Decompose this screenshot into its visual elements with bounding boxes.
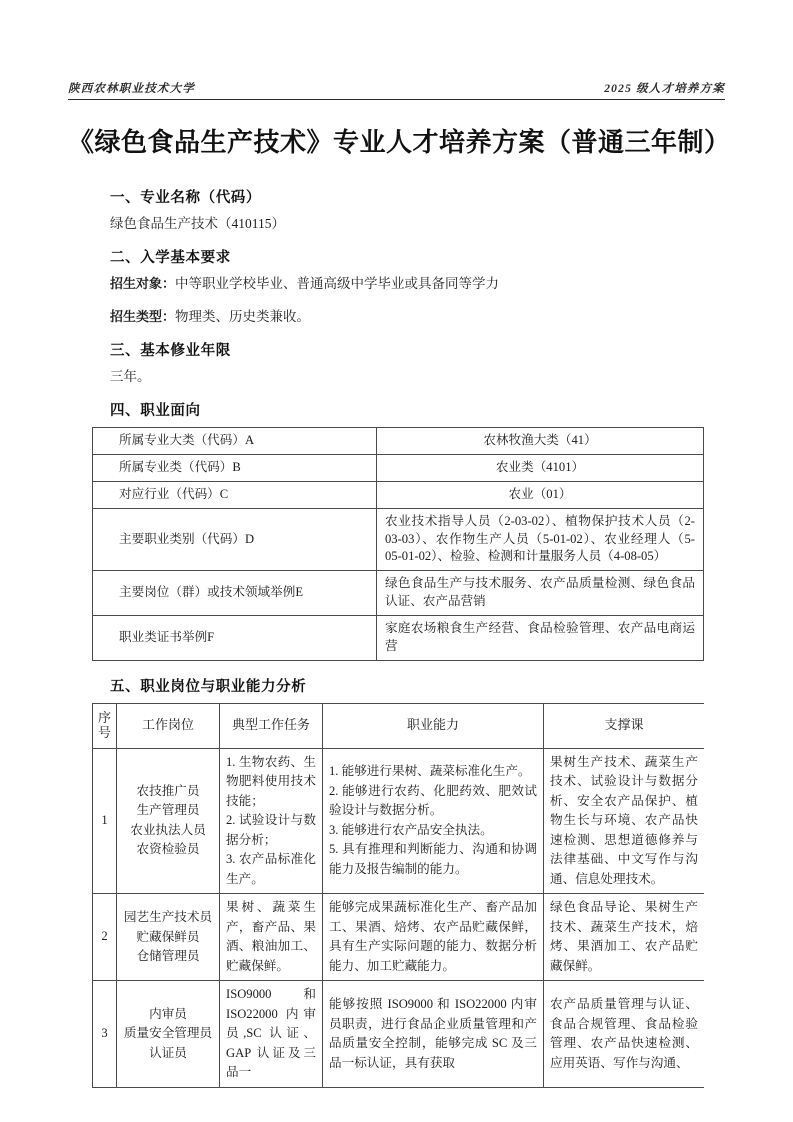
career-row-value: 农业技术指导人员（2-03-02）、植物保护技术人员（2-03-03）、农作物生产人员（5-01-02）、农业经理人（5-05-01-02）、检验、检测和计量服务人员（4-08-05）: [377, 508, 704, 571]
table-row: [93, 508, 704, 571]
job-ability-table: [92, 703, 704, 1088]
admission-target-value: 中等职业学校毕业、普通高级中学毕业或具备同等学力: [175, 276, 500, 292]
job-row-index: 1: [93, 748, 117, 894]
job-row-ability: 能够完成果蔬标准化生产、畜产品加工、果酒、焙烤、农产品贮藏保鲜，具有生产实际问题的能力、数据分析能力、加工贮藏能力。: [323, 894, 544, 981]
admission-target-line: [110, 274, 704, 294]
table-row: [93, 748, 705, 894]
career-row-key: 主要职业类别（代码）D: [93, 508, 377, 571]
career-row-key: 所属专业类（代码）B: [93, 454, 377, 481]
admission-type-value: 物理类、历史类兼收。: [175, 308, 311, 324]
table-row: [93, 894, 705, 981]
column-header-text: 序号: [98, 709, 112, 740]
job-row-course: 农产品质量管理与认证、食品合规管理、食品检验管理、农产品快速检测、应用英语、写作与沟通、: [544, 981, 705, 1088]
job-row-position: 农技推广员 生产管理员 农业执法人员 农资检验员: [117, 748, 220, 894]
job-row-task: 果树、蔬菜生产，畜产品、果酒、粮油加工、贮藏保鲜。: [220, 894, 323, 981]
admission-type-line: [110, 307, 704, 327]
job-row-task: ISO9000 和 ISO22000 内审员,SC 认证、GAP 认证及三品一: [220, 981, 323, 1088]
section-heading-5: 五、职业岗位与职业能力分析: [110, 678, 307, 695]
job-row-position: 内审员 质量安全管理员 认证员: [117, 981, 220, 1088]
admission-type-label: 招生类型：: [110, 308, 176, 324]
job-row-index: 2: [93, 894, 117, 981]
header-institution: 陕西农林职业技术大学: [68, 83, 195, 95]
section-heading-4: 四、职业面向: [110, 403, 201, 419]
section-heading-1: 一、专业名称（代码）: [110, 190, 261, 206]
document-body: [92, 186, 704, 1088]
career-row-key: 所属专业大类（代码）A: [93, 428, 377, 455]
job-row-ability: 能够按照 ISO9000 和 ISO22000 内审员职责，进行食品企业质量管理和产品质量安全控制，能够完成 SC 及三品一标认证，具有获取: [323, 981, 544, 1088]
section-1-text: 绿色食品生产技术（410115）: [110, 216, 285, 231]
header-edition: 2025 级人才培养方案: [604, 83, 725, 95]
table-row: [93, 616, 704, 661]
career-row-value: 家庭农场粮食生产经营、食品检验管理、农产品电商运营: [377, 616, 704, 661]
column-header: 支撑课: [544, 703, 705, 748]
job-table-head: [93, 703, 705, 748]
career-row-value: 农业类（4101）: [377, 454, 704, 481]
table-row: [93, 571, 704, 616]
column-header: 典型工作任务: [220, 703, 323, 748]
column-header: 工作岗位: [117, 703, 220, 748]
jobs-table-clip: [92, 703, 704, 1088]
career-row-value: 农林牧渔大类（41）: [377, 428, 704, 455]
page-title: 《绿色食品生产技术》专业人才培养方案（普通三年制）: [68, 128, 731, 157]
career-row-key: 主要岗位（群）或技术领域举例E: [93, 571, 377, 616]
table-row: [93, 428, 704, 455]
table-row: [93, 454, 704, 481]
career-table-body: [93, 428, 704, 661]
career-row-value: 农业（01）: [377, 481, 704, 508]
column-header: 职业能力: [323, 703, 544, 748]
section-3-text: 三年。: [110, 368, 151, 384]
table-row: [93, 981, 705, 1088]
table-row: [93, 481, 704, 508]
job-row-position: 园艺生产技术员 贮藏保鲜员 仓储管理员: [117, 894, 220, 981]
career-row-key: 对应行业（代码）C: [93, 481, 377, 508]
job-row-course: 绿色食品导论、果树生产技术、蔬菜生产技术，焙烤、果酒加工、农产品贮藏保鲜。: [544, 894, 705, 981]
running-header: [68, 70, 725, 100]
section-heading-2: 二、入学基本要求: [110, 250, 231, 267]
job-row-course: 果树生产技术、蔬菜生产技术、试验设计与数据分析、安全农产品保护、植物生长与环境、农产品快速检测、思想道德修养与法律基础、中文写作与沟通、信息处理技术。: [544, 748, 705, 894]
job-table-header-row: [93, 703, 705, 748]
section-heading-3: 三、基本修业年限: [110, 342, 231, 359]
admission-target-label: 招生对象：: [110, 276, 176, 292]
career-row-key: 职业类证书举例F: [93, 616, 377, 661]
job-table-body: [93, 748, 705, 1087]
job-row-index: 3: [93, 981, 117, 1088]
career-row-value: 绿色食品生产与技术服务、农产品质量检测、绿色食品认证、农产品营销: [377, 571, 704, 616]
career-orientation-table: [92, 427, 704, 661]
job-row-ability: 1. 能够进行果树、蔬菜标准化生产。 2. 能够进行农药、化肥药效、肥效试验设计与数据分析。 3. 能够进行农产品安全执法。 5. 具有推理和判断能力、沟通和协调能力及报告编制的能力。: [323, 748, 544, 894]
column-header: [93, 703, 117, 748]
job-row-task: 1. 生物农药、生物肥料使用技术技能； 2. 试验设计与数据分析； 3. 农产品标准化生产。: [220, 748, 323, 894]
